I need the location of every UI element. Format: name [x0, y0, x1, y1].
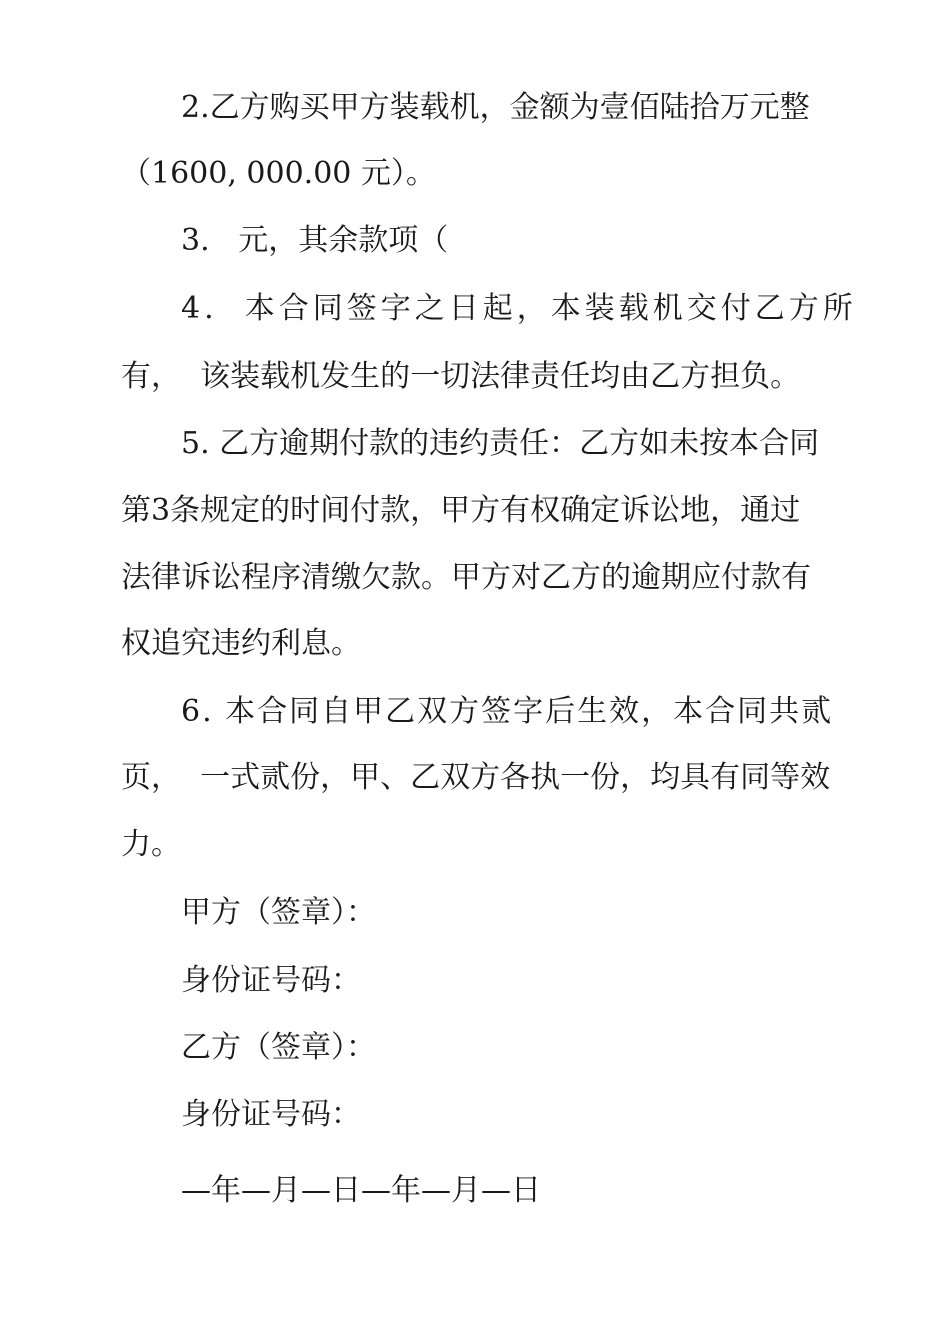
- clause-6-line-1: 6. 本合同自甲乙双方签字后生效，本合同共贰: [181, 694, 834, 729]
- date-line: —年—月—日—年—月—日: [181, 1173, 541, 1208]
- party-a-seal-label: 甲方（签章）：: [181, 895, 376, 930]
- clause-5-line-2: 第3条规定的时间付款，甲方有权确定诉讼地，通过: [121, 493, 801, 528]
- clause-6-line-3: 力。: [121, 827, 181, 862]
- clause-4-line-2: 有， 该装载机发生的一切法律责任均由乙方担负。: [121, 359, 801, 394]
- party-b-id-label: 身份证号码：: [181, 1097, 361, 1132]
- clause-3-line-1: 3. 元，其余款项（: [181, 223, 449, 258]
- party-a-id-label: 身份证号码：: [181, 963, 361, 998]
- clause-6-line-2: 页， 一式贰份，甲、乙双方各执一份，均具有同等效: [121, 760, 831, 795]
- clause-4-line-1: 4. 本合同签字之日起，本装载机交付乙方所: [181, 291, 857, 326]
- clause-2-line-1: 2.乙方购买甲方装载机，金额为壹佰陆拾万元整: [181, 90, 810, 125]
- clause-5-line-4: 权追究违约利息。: [121, 626, 361, 661]
- clause-2-line-2: （1600, 000.00 元）。: [121, 156, 436, 191]
- party-b-seal-label: 乙方（签章）：: [181, 1030, 376, 1065]
- clause-5-line-1: 5. 乙方逾期付款的违约责任：乙方如未按本合同: [181, 426, 820, 461]
- clause-5-line-3: 法律诉讼程序清缴欠款。甲方对乙方的逾期应付款有: [121, 560, 811, 595]
